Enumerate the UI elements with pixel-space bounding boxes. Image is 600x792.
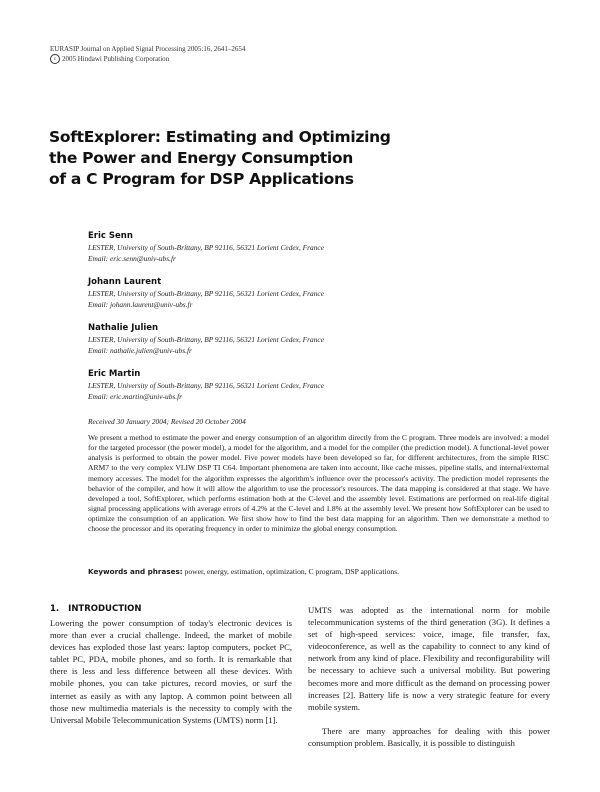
author-block bbox=[88, 368, 548, 402]
copyright-line bbox=[50, 54, 370, 64]
paper-title bbox=[49, 127, 469, 190]
keywords bbox=[88, 567, 549, 577]
body-column-right-paragraph-1: UMTS was adopted as the international norm for mobile telecommunication systems of the third generation (3G). It defines a set of high-speed services: voice, image, file transfer, fax, videoconference, as well as the capability to connect to any kind of network from any kind of place. Flexibility and reconfigurability will be necessary to achieve such a universal mobility. But powering becomes more and more difficult as the demand on processing power increases [2]. Battery life is now a very strategic feature for every mobile system. bbox=[308, 605, 550, 712]
title-line: SoftExplorer: Estimating and Optimizing bbox=[49, 128, 391, 146]
section-number: 1. bbox=[50, 604, 60, 614]
author-affiliation: LESTER, University of South-Brittany, BP 92116, 56321 Lorient Cedex, France bbox=[88, 289, 324, 298]
abstract: We present a method to estimate the power and energy consumption of an algorithm directly from the C program. Three models are involved: a model for the targeted processor (the power model), a model for the algorithm, and a model for the compiler (the prediction model). A functional-level power analysis is performed to obtain the power model. Five power models have been developed so far, for different architectures, from the simple RISC ARM7 to the very complex VLIW DSP TI C64. Important phenomena are taken into account, like cache misses, pipeline stalls, and internal/external memory accesses. The model for the algorithm expresses the algorithm's influence over the processor's activity. The prediction model represents the behavior of the compiler, and how it will allow the algorithm to use the processor's resources. The data mapping is considered at that stage. We have developed a tool, SoftExplorer, which performs estimation both at the C-level and the assembly level. Estimations are performed on real-life digital signal processing applications with average errors of 4.2% at the C-level and 1.8% at the assembly level. We present how SoftExplorer can be used to optimize the consumption of an application. We first show how to find the best data mapping for an algorithm. Then we demonstrate a method to choose the processor and its operating frequency in order to minimize the global energy consumption. bbox=[88, 433, 549, 534]
author-affiliation: LESTER, University of South-Brittany, BP 92116, 56321 Lorient Cedex, France bbox=[88, 381, 324, 390]
author-name: Eric Martin bbox=[88, 369, 141, 379]
journal-header bbox=[50, 44, 370, 64]
author-name: Nathalie Julien bbox=[88, 323, 159, 333]
author-name: Johann Laurent bbox=[88, 277, 162, 287]
author-affiliation: LESTER, University of South-Brittany, BP 92116, 56321 Lorient Cedex, France bbox=[88, 335, 324, 344]
author-name: Eric Senn bbox=[88, 231, 133, 241]
body-column-right-paragraph-2: There are many approaches for dealing with this power consumption problem. Basically, it is possible to distinguish bbox=[308, 726, 550, 749]
body-column-left: Lowering the power consumption of today's electronic devices is more than ever a crucial challenge. Indeed, the market of mobile devices has exploded those last years: laptop computers, pocket PC, tablet PC, PDA, mobile phones, and so forth. It is remarkable that there is less and less difference between all these devices. With mobile phones, you can take pictures, record movies, or surf the internet as easily as with any laptop. A common point between all those new multimedia materials is the necessity to comply with the Universal Mobile Telecommunication Systems (UMTS) norm [1]. bbox=[50, 618, 292, 725]
copyright-text: 2005 Hindawi Publishing Corporation bbox=[62, 55, 170, 63]
author-email[interactable]: Email: johann.laurent@univ-ubs.fr bbox=[88, 300, 193, 309]
title-line: the Power and Energy Consumption bbox=[49, 149, 353, 167]
author-block bbox=[88, 322, 548, 356]
keywords-label: Keywords and phrases: bbox=[88, 567, 183, 576]
title-line: of a C Program for DSP Applications bbox=[49, 170, 354, 188]
copyright-icon: c bbox=[50, 54, 60, 64]
section-heading bbox=[50, 603, 142, 615]
author-block bbox=[88, 230, 548, 264]
author-email[interactable]: Email: eric.senn@univ-ubs.fr bbox=[88, 254, 176, 263]
author-affiliation: LESTER, University of South-Brittany, BP 92116, 56321 Lorient Cedex, France bbox=[88, 243, 324, 252]
section-title: INTRODUCTION bbox=[68, 604, 142, 614]
author-email[interactable]: Email: nathalie.julien@univ-ubs.fr bbox=[88, 346, 192, 355]
received-dates: Received 30 January 2004; Revised 20 October 2004 bbox=[88, 417, 246, 426]
keywords-text: power, energy, estimation, optimization, C program, DSP applications. bbox=[184, 567, 400, 576]
author-block bbox=[88, 276, 548, 310]
journal-citation: EURASIP Journal on Applied Signal Processing 2005:16, 2641–2654 bbox=[50, 45, 246, 53]
author-email[interactable]: Email: eric.martin@univ-ubs.fr bbox=[88, 392, 183, 401]
